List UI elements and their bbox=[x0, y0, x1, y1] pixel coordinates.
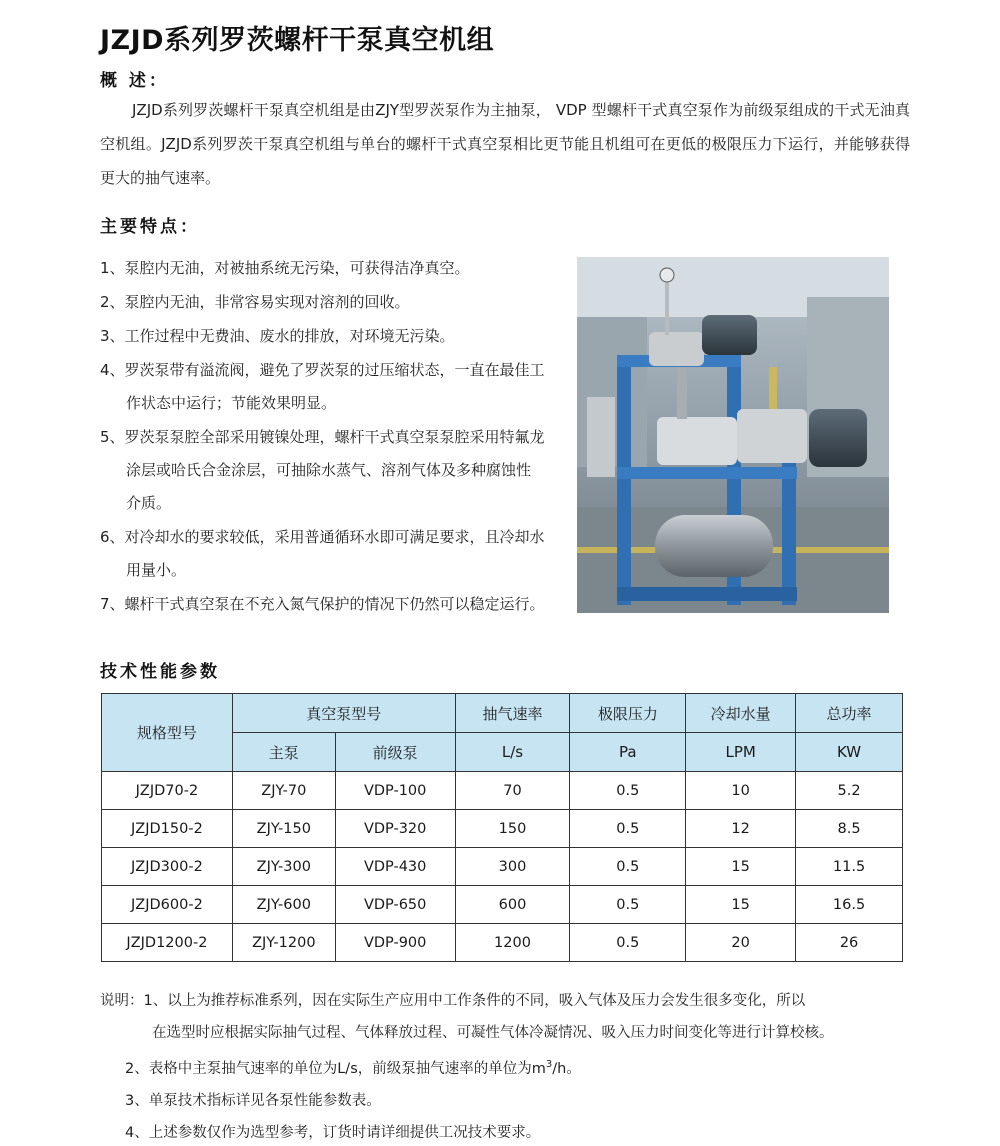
cell-water: 15 bbox=[686, 886, 796, 924]
cell-speed: 600 bbox=[455, 886, 570, 924]
header-water: 冷却水量 bbox=[686, 694, 796, 733]
header-model: 规格型号 bbox=[102, 694, 233, 772]
cell-fore-pump: VDP-430 bbox=[335, 848, 455, 886]
note-2 bbox=[100, 1049, 920, 1085]
cell-main-pump: ZJY-600 bbox=[232, 886, 335, 924]
feature-item: 7、螺杆干式真空泵在不充入氮气保护的情况下仍然可以稳定运行。 bbox=[100, 595, 545, 613]
header-fore-pump: 前级泵 bbox=[335, 733, 455, 772]
note-2-text: 2、表格中主泵抽气速率的单位为L/s，前级泵抽气速率的单位为m bbox=[125, 1060, 546, 1077]
cell-speed: 300 bbox=[455, 848, 570, 886]
cell-power: 8.5 bbox=[796, 810, 903, 848]
table-row bbox=[102, 848, 903, 886]
cell-pressure: 0.5 bbox=[570, 886, 686, 924]
cell-model: JZJD300-2 bbox=[102, 848, 233, 886]
cell-pressure: 0.5 bbox=[570, 772, 686, 810]
cell-main-pump: ZJY-1200 bbox=[232, 924, 335, 962]
vacuum-unit-illustration bbox=[577, 257, 889, 613]
note-2-superscript: 3 bbox=[545, 1059, 553, 1070]
cell-power: 11.5 bbox=[796, 848, 903, 886]
specs-heading: 技术性能参数 bbox=[100, 662, 220, 682]
cell-speed: 70 bbox=[455, 772, 570, 810]
feature-item: 6、对冷却水的要求较低，采用普通循环水即可满足要求，且冷却水用量小。 bbox=[100, 528, 545, 579]
note-3: 3、单泵技术指标详见各泵性能参数表。 bbox=[125, 1092, 381, 1109]
table-row bbox=[102, 810, 903, 848]
cell-model: JZJD600-2 bbox=[102, 886, 233, 924]
header-water-unit: LPM bbox=[686, 733, 796, 772]
note-2-text-end: /h。 bbox=[552, 1060, 581, 1077]
page-title: JZJD系列罗茨螺杆干泵真空机组 bbox=[100, 25, 495, 56]
cell-pressure: 0.5 bbox=[570, 810, 686, 848]
table-row bbox=[102, 772, 903, 810]
header-power: 总功率 bbox=[796, 694, 903, 733]
header-pressure: 极限压力 bbox=[570, 694, 686, 733]
cell-model: JZJD70-2 bbox=[102, 772, 233, 810]
header-speed-unit: L/s bbox=[455, 733, 570, 772]
feature-item: 1、泵腔内无油，对被抽系统无污染，可获得洁净真空。 bbox=[100, 259, 470, 277]
feature-item: 3、工作过程中无费油、废水的排放，对环境无污染。 bbox=[100, 327, 455, 345]
cell-power: 26 bbox=[796, 924, 903, 962]
feature-item: 4、罗茨泵带有溢流阀，避免了罗茨泵的过压缩状态，一直在最佳工作状态中运行；节能效果明显。 bbox=[100, 361, 545, 412]
cell-fore-pump: VDP-320 bbox=[335, 810, 455, 848]
note-1: 说明：1、以上为推荐标准系列，因在实际生产应用中工作条件的不同，吸入气体及压力会发生很多变化，所以 bbox=[100, 993, 806, 1009]
header-pump-group: 真空泵型号 bbox=[232, 694, 455, 733]
cell-pressure: 0.5 bbox=[570, 848, 686, 886]
table-row bbox=[102, 886, 903, 924]
cell-fore-pump: VDP-650 bbox=[335, 886, 455, 924]
cell-main-pump: ZJY-150 bbox=[232, 810, 335, 848]
cell-water: 20 bbox=[686, 924, 796, 962]
cell-main-pump: ZJY-70 bbox=[232, 772, 335, 810]
features-heading: 主要特点： bbox=[100, 217, 200, 237]
cell-power: 16.5 bbox=[796, 886, 903, 924]
header-main-pump: 主泵 bbox=[232, 733, 335, 772]
cell-speed: 150 bbox=[455, 810, 570, 848]
overview-text: JZJD系列罗茨螺杆干泵真空机组是由ZJY型罗茨泵作为主抽泵， VDP 型螺杆干式真空泵作为前级泵组成的干式无油真空机组。JZJD系列罗茨干泵真空机组与单台的螺杆干式真空泵相比更节能且机组可在更低的极限压力下运行，并能够获得更大的抽气速率。 bbox=[100, 101, 910, 187]
cell-water: 10 bbox=[686, 772, 796, 810]
note-1-continued: 在选型时应根据实际抽气过程、气体释放过程、可凝性气体冷凝情况、吸入压力时间变化等进行计算校核。 bbox=[152, 1025, 834, 1041]
cell-pressure: 0.5 bbox=[570, 924, 686, 962]
cell-fore-pump: VDP-900 bbox=[335, 924, 455, 962]
notes-section bbox=[100, 985, 920, 1146]
spec-table bbox=[101, 693, 903, 962]
feature-item: 2、泵腔内无油，非常容易实现对溶剂的回收。 bbox=[100, 293, 410, 311]
cell-main-pump: ZJY-300 bbox=[232, 848, 335, 886]
cell-model: JZJD150-2 bbox=[102, 810, 233, 848]
cell-fore-pump: VDP-100 bbox=[335, 772, 455, 810]
header-pressure-unit: Pa bbox=[570, 733, 686, 772]
cell-power: 5.2 bbox=[796, 772, 903, 810]
cell-speed: 1200 bbox=[455, 924, 570, 962]
cell-water: 15 bbox=[686, 848, 796, 886]
note-4: 4、上述参数仅作为选型参考，订货时请详细提供工况技术要求。 bbox=[125, 1124, 541, 1141]
feature-item: 5、罗茨泵泵腔全部采用镀镍处理，螺杆干式真空泵泵腔采用特氟龙涂层或哈氏合金涂层，可抽除水蒸气、溶剂气体及多种腐蚀性介质。 bbox=[100, 428, 545, 512]
table-row bbox=[102, 924, 903, 962]
overview-heading: 概 述： bbox=[100, 71, 169, 91]
header-speed: 抽气速率 bbox=[455, 694, 570, 733]
cell-water: 12 bbox=[686, 810, 796, 848]
features-list bbox=[100, 252, 545, 622]
product-photo bbox=[577, 257, 889, 613]
header-power-unit: KW bbox=[796, 733, 903, 772]
cell-model: JZJD1200-2 bbox=[102, 924, 233, 962]
